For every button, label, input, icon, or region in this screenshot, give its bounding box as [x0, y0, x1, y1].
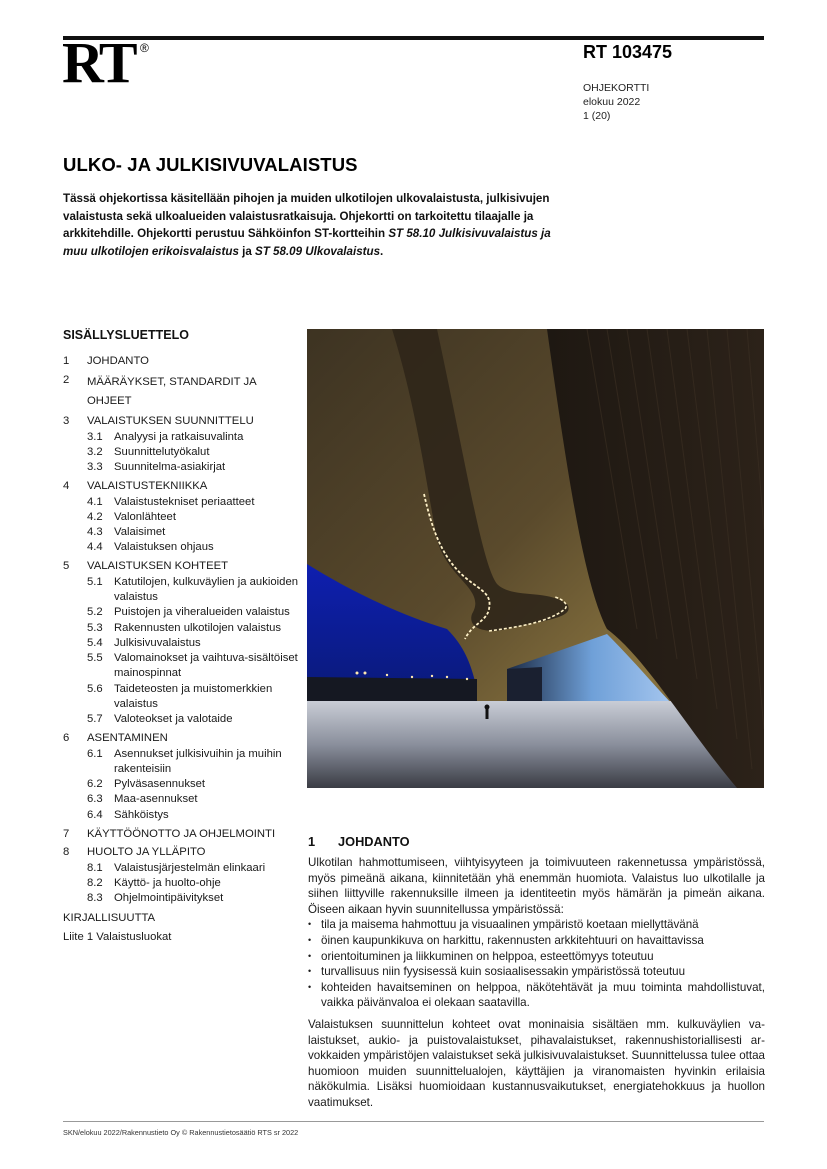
toc-subitem-label: Valomainokset ja vaihtuva-sisältöiset mainospinnat	[114, 652, 298, 680]
toc-subitem-label: Valonlähteet	[114, 510, 176, 523]
toc-item-label: VALAISTUKSEN KOHTEET	[87, 560, 229, 573]
toc-item-3[interactable]	[63, 414, 303, 429]
document-meta	[583, 81, 649, 123]
toc-subitem-number: 8.3	[87, 892, 103, 905]
toc-subitem-label: Suunnittelutyökalut	[114, 446, 210, 459]
toc-subitem-number: 4.2	[87, 510, 103, 523]
toc-subitem-8-2[interactable]	[63, 876, 303, 891]
toc-subitem-label: Käyttö- ja huolto-ohje	[114, 877, 221, 890]
toc-subitem-label: Pylväsasennukset	[114, 778, 206, 791]
toc-subitem-label: Ohjelmointipäivitykset	[114, 892, 224, 905]
toc-subitem-5-1[interactable]	[63, 575, 303, 606]
document-id: RT 103475	[583, 42, 673, 62]
toc-subitem-label: Asennukset julkisivuihin ja muihin rakenteisiin	[114, 747, 282, 775]
toc-item-label: JOHDANTO	[87, 355, 149, 367]
toc-item-number: 1	[63, 355, 70, 367]
toc-subitem-label: Analyysi ja ratkaisuvalinta	[114, 430, 244, 443]
intro-text: ja	[238, 244, 256, 258]
intro-reference-st-58-10: ST 58.10 Julkisivuvalaistus ja muu ulkotilojen erikoisvalaistus	[63, 227, 551, 258]
toc-subitem-label: Valaistuksen ohjaus	[114, 541, 214, 554]
toc-subitem-5-3[interactable]	[63, 621, 303, 636]
toc-subitem-number: 5.5	[87, 652, 103, 665]
footer-copyright: SKN/elokuu 2022/Rakennustieto Oy © Rakennustietosäätiö RTS sr 2022	[63, 1128, 299, 1137]
body-paragraph-2: Valaistuksen suunnittelun kohteet ovat moninaisia sisältäen mm. kulkuväylien valaistukset, aukio- ja puistovalaistukset, pihavalaistukset, rakennushistoriallisesti arvokkaiden ympäristöjen valaistukset sekä julkisivuvalaistukset. Suunnittelussa tulee ottaa huomioon muiden suunnittelualojen, käyttäjien ja viranomaisten hyvinkin erilaisia näkökulmia. Lisäksi huomioidaan kustannusvaikutukset, energiatehokkuus ja huollon vaatimukset.	[308, 1017, 765, 1109]
toc-subitem-number: 5.4	[87, 636, 103, 649]
toc-subitem-4-2[interactable]	[63, 510, 303, 525]
toc-subitem-number: 6.2	[87, 778, 103, 791]
section-heading-johdanto	[308, 834, 410, 849]
footer-rule	[63, 1121, 764, 1122]
toc-subitem-5-6[interactable]	[63, 682, 303, 713]
toc-subitem-number: 5.3	[87, 621, 103, 634]
toc-item-number: 2	[63, 373, 70, 386]
toc-subitem-number: 5.7	[87, 713, 103, 726]
toc-subitem-label: Valaistusjärjestelmän elinkaari	[114, 861, 266, 874]
toc-subitem-number: 5.6	[87, 682, 103, 695]
toc-subitem-number: 3.2	[87, 446, 103, 459]
toc-item-number: 4	[63, 480, 70, 493]
toc-item-8[interactable]	[63, 845, 303, 860]
toc-subitem-label: Julkisivuvalaistus	[114, 636, 201, 649]
toc-item-2[interactable]	[63, 373, 303, 411]
toc-item-6[interactable]	[63, 731, 303, 746]
page-title: ULKO- JA JULKISIVUVALAISTUS	[63, 154, 358, 175]
toc-subitem-label: Suunnitelma-asiakirjat	[114, 461, 226, 474]
toc-subitem-4-4[interactable]	[63, 540, 303, 555]
toc-subitem-number: 3.1	[87, 430, 103, 443]
section-title: JOHDANTO	[338, 834, 410, 849]
toc-subitem-6-3[interactable]	[63, 792, 303, 807]
toc-subitem-3-1[interactable]	[63, 430, 303, 445]
toc-item-number: 3	[63, 415, 70, 428]
cover-photo	[307, 329, 764, 788]
toc-subitem-5-7[interactable]	[63, 712, 303, 727]
toc-subitem-5-2[interactable]	[63, 605, 303, 620]
toc-subitem-6-2[interactable]	[63, 777, 303, 792]
toc-subitem-label: Taideteosten ja muistomerkkien valaistus	[114, 682, 273, 711]
toc-subitem-5-5[interactable]	[63, 651, 303, 682]
section-body	[308, 855, 765, 1117]
document-date: elokuu 2022	[583, 96, 641, 108]
bullet-item: • orientoituminen ja liikkuminen on helppoa, esteettömyys toteutuu	[308, 949, 765, 965]
toc-item-number: 7	[63, 827, 70, 840]
toc-subitem-number: 4.1	[87, 495, 103, 508]
bullet-item: • turvallisuus niin fyysisessä kuin sosiaalisessakin ympäristössä toteutuu	[308, 964, 765, 980]
toc-subitem-number: 6.1	[87, 747, 103, 760]
toc-subitem-label: Sähköistys	[114, 808, 169, 821]
toc-item-number: 5	[63, 560, 70, 573]
toc-subitem-number: 8.2	[87, 877, 103, 890]
toc-item-label: KÄYTTÖÖNOTTO JA OHJELMOINTI	[87, 827, 276, 840]
intro-text: Tässä ohjekortissa käsitellään pihojen ja muiden ulkotilojen ulkovalaistusta, julkisivujen valaistusta sekä ulkoalueiden valaistusratkaisuja. Ohjekortti on tarkoitettu tilaajalle ja arkkitehdille. Ohjekortti perustuu Sähköinfon ST-kortteihin	[63, 192, 550, 240]
toc-subitem-number: 5.2	[87, 606, 103, 619]
toc-item-number: 8	[63, 846, 70, 859]
toc-subitem-number: 3.3	[87, 461, 103, 474]
toc-subitem-number: 6.4	[87, 808, 103, 821]
page-number: 1 (20)	[583, 110, 611, 122]
toc-subitem-number: 8.1	[87, 861, 103, 874]
toc-subitem-label: Katutilojen, kulkuväylien ja aukioiden valaistus	[114, 575, 299, 603]
bullet-item: • öinen kaupunkikuva on harkittu, rakennusten arkkitehtuuri on havaittavissa	[308, 933, 765, 949]
toc-heading: SISÄLLYSLUETTELO	[63, 328, 189, 342]
toc-item-number: 6	[63, 732, 70, 745]
toc-subitem-4-1[interactable]	[63, 495, 303, 510]
toc-subitem-label: Valaisimet	[114, 526, 166, 539]
toc-subitem-label: Rakennusten ulkotilojen valaistus	[114, 621, 282, 634]
toc-subitem-number: 6.3	[87, 793, 103, 806]
toc-subitem-label: Maa-asennukset	[114, 793, 198, 806]
registered-mark: ®	[140, 41, 149, 55]
bullet-list	[308, 917, 765, 1011]
toc-item-label: HUOLTO JA YLLÄPITO	[87, 846, 206, 859]
intro-paragraph	[63, 190, 573, 260]
toc-subitem-number: 4.3	[87, 526, 103, 539]
rt-logo: RT	[62, 30, 135, 95]
toc-item-label: ASENTAMINEN	[87, 732, 168, 745]
toc-subitem-8-3[interactable]	[63, 891, 303, 906]
bullet-item: • tila ja maisema hahmottuu ja visuaalinen ympäristö koetaan miellyttävänä	[308, 917, 765, 933]
toc-item-label: MÄÄRÄYKSET, STANDARDIT JA OHJEET	[87, 375, 257, 407]
toc-subitem-number: 5.1	[87, 575, 103, 588]
header-top-rule	[63, 36, 764, 40]
intro-reference-st-58-09: ST 58.09 Ulkovalaistus	[255, 244, 381, 258]
toc-subitem-4-3[interactable]	[63, 525, 303, 540]
toc-subitem-8-1[interactable]	[63, 861, 303, 876]
toc-subitem-label: Valaistustekniset periaatteet	[114, 495, 255, 508]
toc-subitem-6-1[interactable]	[63, 747, 303, 778]
document-type: OHJEKORTTI	[583, 82, 650, 94]
toc-item-kirjallisuutta[interactable]: KIRJALLISUUTTA	[63, 911, 156, 924]
table-of-contents	[63, 354, 303, 945]
toc-subitem-3-3[interactable]	[63, 460, 303, 475]
toc-item-5[interactable]	[63, 559, 303, 574]
intro-text: .	[380, 244, 384, 258]
toc-item-7[interactable]	[63, 827, 303, 842]
toc-subitem-6-4[interactable]	[63, 808, 303, 823]
toc-subitem-label: Puistojen ja viheralueiden valaistus	[114, 606, 290, 619]
toc-subitem-5-4[interactable]	[63, 636, 303, 651]
toc-item-label: VALAISTUSTEKNIIKKA	[87, 480, 208, 493]
toc-item-liite-1[interactable]: Liite 1 Valaistusluokat	[63, 930, 172, 943]
toc-subitem-number: 4.4	[87, 541, 103, 554]
toc-subitem-3-2[interactable]	[63, 445, 303, 460]
toc-subitem-label: Valoteokset ja valotaide	[114, 713, 233, 726]
toc-item-1[interactable]	[63, 354, 303, 369]
toc-item-label: VALAISTUKSEN SUUNNITTELU	[87, 415, 254, 428]
toc-item-4[interactable]	[63, 479, 303, 494]
body-paragraph-1: Ulkotilan hahmottumiseen, viihtyisyyteen ja toimivuuteen rakennetussa ympäristössä, myös pimeänä aikana, kiinnitetään yhä enemmän huomiota. Valaistus luo ulkotilalle ja siihen liittyville rakennuksille ilmeen ja identiteetin myös hämärän ja pimeän aikana. Öiseen aikaan hyvin suunnitellussa ympäristössä:	[308, 856, 765, 916]
bullet-item: • kohteiden havaitseminen on helppoa, näkötehtävät ja muu toiminta mahdollistuvat, vaikka päivänvaloa ei olekaan saatavilla.	[308, 980, 765, 1011]
section-number: 1	[308, 834, 316, 849]
